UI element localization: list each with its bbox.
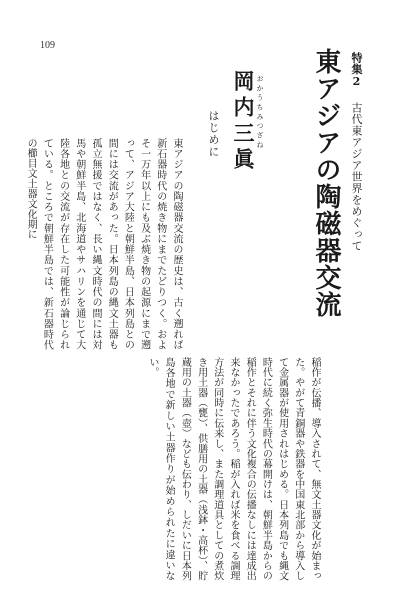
series-label [348, 52, 364, 252]
section-heading: はじめに [207, 110, 220, 158]
author-ruby: おかうちみつざね [256, 75, 264, 151]
author-name: 岡内三眞 [231, 70, 256, 174]
paragraph: 東アジアの陶磁器交流の歴史は、古く遡れば新石器時代の焼き物にまでたどりつく。およそ一万年以上にも及ぶ焼き物の起源にまで遡って、アジア大陸と朝鮮半島、日本列島との間には交流があった。日本列島の縄文土器も孤立無援ではなく、長い縄文時代の間には対馬や朝鮮半島、北海道やサハリンを通じて大陸各地との交流が存在した可能性が論じられている。ところで朝鮮半島では、新石器時代の櫛目文土器文化期に [25, 138, 182, 350]
page-number: 109 [40, 40, 55, 51]
series-number: 特集2 [350, 52, 363, 89]
body-text-upper [25, 128, 184, 350]
paragraph: 稲作が伝播、導入されて、無文土器文化が始まった。やがて青銅器や鉄器を中国東北部から導入して金属器が使用されはじめる。日本列島でも縄文時代に続く弥生時代の幕開けは、朝鮮半島からの稲作とそれに伴う文化複合の伝播なしには達成出来なかったであろう。稲が入れば米を食べる調理方法が同時に伝来し、また調理道具としての煮炊き用土器（甕）、供膳用の土器（浅鉢・高杯）、貯蔵用の土器（壺）なども伝わり、しだいに日本列島各地で新しい土器作りが始められたに違いない。 [146, 357, 320, 581]
body-text-lower [90, 357, 322, 581]
series-subtitle: 古代東アジア世界をめぐって [350, 102, 363, 252]
article-title: 東アジアの陶磁器交流 [311, 48, 341, 318]
